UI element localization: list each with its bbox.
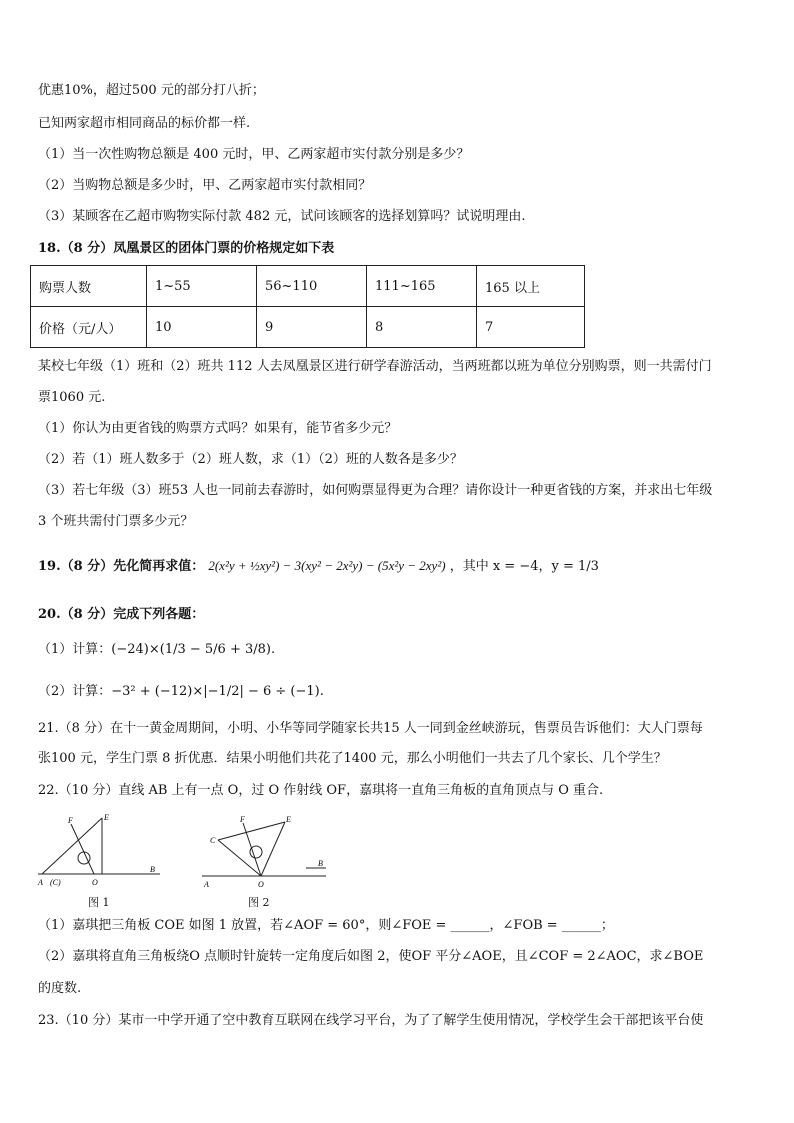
question-23: 23.（10 分）某市一中学开通了空中教育互联网在线学习平台，为了了解学生使用情况，学校学生会干部把该平台使 <box>38 1013 704 1028</box>
label-f: F <box>240 815 245 824</box>
label-c: C <box>210 836 216 845</box>
table-cell: 7 <box>477 307 585 348</box>
label-e: E <box>286 815 291 824</box>
text-line: （3）某顾客在乙超市购物实际付款 482 元，试问该顾客的选择划算吗？试说明理由. <box>38 209 526 224</box>
text-line: 票1060 元. <box>38 390 106 405</box>
price-table <box>30 265 585 348</box>
q22-part2: （2）嘉琪将直角三角板绕O 点顺时针旋转一定角度后如图 2，使OF 平分∠AOE，且∠COF = 2∠AOC，求∠BOE <box>38 949 704 964</box>
table-cell: 9 <box>257 307 367 348</box>
figure-2 <box>200 810 335 892</box>
q20-part1: （1）计算：(−24)×(1/3 − 5/6 + 3/8). <box>38 642 276 657</box>
text-line: （3）若七年级（3）班53 人也一同前去春游时，如何购票显得更为合理？请你设计一种更省钱的方案，并求出七年级 <box>38 483 713 498</box>
q19-expression: 2(x²y + ½xy²) − 3(xy² − 2x²y) − (5x²y − 2xy²) <box>208 558 446 573</box>
text-line: 优惠10%，超过500 元的部分打八折； <box>38 83 265 98</box>
q22-part1: （1）嘉琪把三角板 COE 如图 1 放置，若∠AOF = 60°，则∠FOE = ______，∠FOB = ______； <box>38 918 614 933</box>
text-line: （1）你认为由更省钱的购票方式吗？如果有，能节省多少元？ <box>38 421 398 436</box>
label-b: B <box>318 859 323 868</box>
figure-1 <box>36 810 166 892</box>
text-line: 张100 元，学生门票 8 折优惠．结果小明他们共花了1400 元，那么小明他们一共去了几个家长、几个学生？ <box>38 751 667 766</box>
text-line: （2）当购物总额是多少时，甲、乙两家超市实付款相同？ <box>38 178 372 193</box>
table-cell: 111~165 <box>367 266 477 307</box>
q20-part2: （2）计算：−3² + (−12)×|−1/2| − 6 ÷ (−1). <box>38 684 324 699</box>
label-a: A <box>204 880 209 889</box>
table-cell: 56~110 <box>257 266 367 307</box>
figure-2-caption: 图 2 <box>248 896 270 909</box>
figure-1-caption: 图 1 <box>88 896 110 909</box>
label-b: B <box>150 865 155 874</box>
text-line: （2）若（1）班人数多于（2）班人数，求（1）（2）班的人数各是多少？ <box>38 452 463 467</box>
table-cell: 8 <box>367 307 477 348</box>
question-21: 21.（8 分）在十一黄金周期间，小明、小华等同学随家长共15 人一同到金丝峡游玩，售票员告诉他们：大人门票每 <box>38 721 703 736</box>
text-line: 的度数. <box>38 981 82 996</box>
label-c: (C) <box>50 878 61 887</box>
table-cell: 10 <box>147 307 257 348</box>
question-20: 20.（8 分）完成下列各题： <box>38 607 205 622</box>
question-19 <box>38 557 599 576</box>
table-cell: 购票人数 <box>31 266 147 307</box>
table-row <box>31 307 585 348</box>
text-line: 某校七年级（1）班和（2）班共 112 人去凤凰景区进行研学春游活动，当两班都以班为单位分别购票，则一共需付门 <box>38 359 712 374</box>
q19-label: 19.（8 分）先化简再求值： <box>38 559 205 574</box>
label-f: F <box>68 816 73 825</box>
table-cell: 1~55 <box>147 266 257 307</box>
text-line: 已知两家超市相同商品的标价都一样. <box>38 116 251 131</box>
question-18: 18.（8 分）凤凰景区的团体门票的价格规定如下表 <box>38 241 335 256</box>
table-cell: 165 以上 <box>477 266 585 307</box>
text-line: （1）当一次性购物总额是 400 元时，甲、乙两家超市实付款分别是多少？ <box>38 147 470 162</box>
text-line: 3 个班共需付门票多少元？ <box>38 514 194 529</box>
label-o: O <box>92 878 98 887</box>
table-cell: 价格（元/人） <box>31 307 147 348</box>
q19-condition: ，其中 x = −4，y = 1/3 <box>449 559 599 574</box>
table-row <box>31 266 585 307</box>
label-a: A <box>38 878 43 887</box>
label-e: E <box>104 813 109 822</box>
question-22: 22.（10 分）直线 AB 上有一点 O，过 O 作射线 OF，嘉琪将一直角三角板的直角顶点与 O 重合. <box>38 783 604 798</box>
label-o: O <box>258 880 264 889</box>
